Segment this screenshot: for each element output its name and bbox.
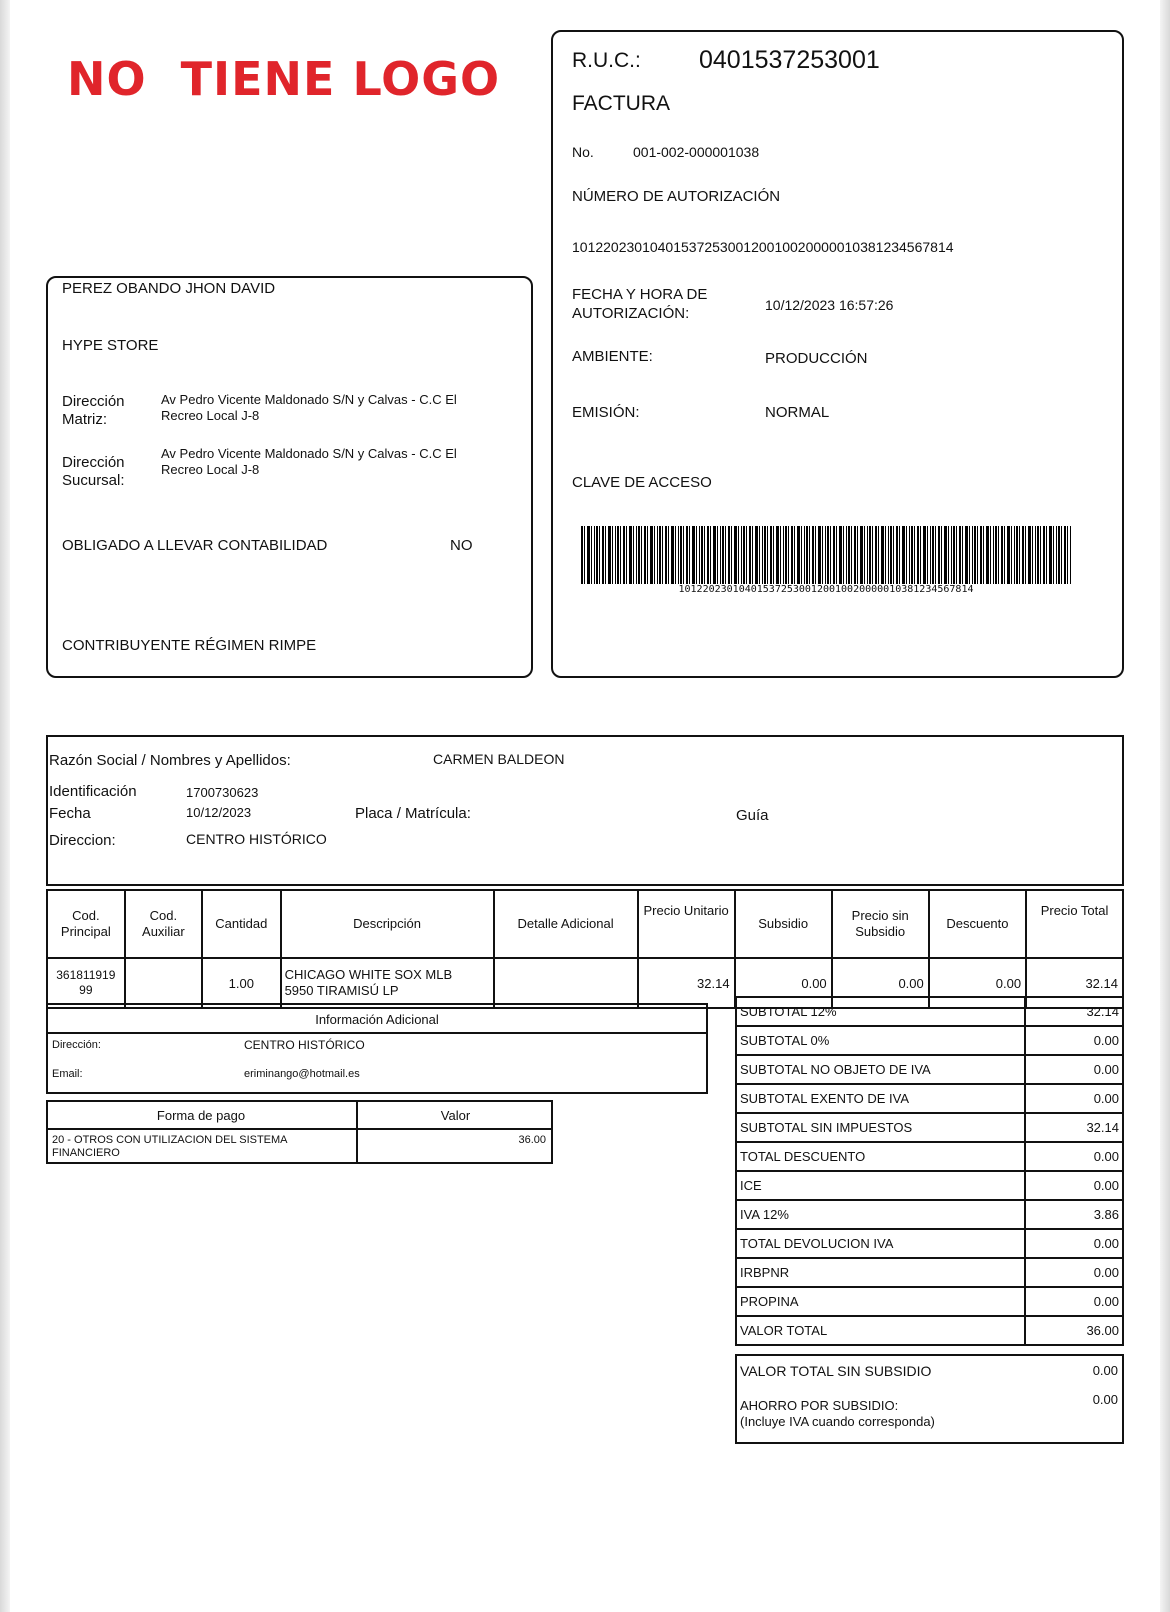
emision-value: NORMAL [765,404,830,421]
totals-label: IRBPNR [736,1258,1025,1287]
items-header-row [47,890,1123,958]
cell-cod-auxiliar [125,958,202,1008]
totals-value: 0.00 [1025,1026,1123,1055]
payment-method: 20 - OTROS CON UTILIZACION DEL SISTEMA FINANCIERO [52,1134,287,1159]
totals-label: SUBTOTAL NO OBJETO DE IVA [736,1055,1025,1084]
fecha-value: 10/12/2023 [186,805,252,820]
totals-value: 0.00 [1025,1258,1123,1287]
totals-label: SUBTOTAL SIN IMPUESTOS [736,1113,1025,1142]
issuer-name: PEREZ OBANDO JHON DAVID [62,280,276,297]
sucursal-label: Dirección Sucursal: [62,454,125,489]
totals-value: 0.00 [1025,1287,1123,1316]
totals-row [736,1084,1123,1113]
payment-method-header: Forma de pago [156,1108,246,1123]
col-cod-principal: Cod. Principal [47,890,125,958]
totals-row [736,1055,1123,1084]
ruc-value: 0401537253001 [699,46,880,74]
authorization-date-label: FECHA Y HORA DE AUTORIZACIÓN: [572,286,708,322]
items-table [46,889,1124,1009]
totals-value: 32.14 [1025,997,1123,1026]
ambiente-value: PRODUCCIÓN [765,350,868,367]
access-key-barcode [581,526,1071,584]
identificacion-label: Identificación [49,783,137,800]
totals-label: PROPINA [736,1287,1025,1316]
contabilidad-value: NO [450,537,473,554]
regimen-label: CONTRIBUYENTE RÉGIMEN RIMPE [62,637,317,654]
totals-label: IVA 12% [736,1200,1025,1229]
guia-label: Guía [736,807,769,824]
store-name: HYPE STORE [62,337,159,354]
ruc-label: R.U.C.: [572,49,641,72]
clave-acceso-label: CLAVE DE ACCESO [572,474,712,491]
totals-row [736,1026,1123,1055]
totals-row [736,1316,1123,1345]
totals-row [736,1258,1123,1287]
additional-info-divider [46,1032,708,1034]
fecha-label: Fecha [49,805,91,822]
ambiente-label: AMBIENTE: [572,348,653,365]
totals-value: 36.00 [1025,1316,1123,1345]
totals-value: 0.00 [1025,1229,1123,1258]
totals-value: 32.14 [1025,1113,1123,1142]
additional-info-direccion-value: CENTRO HISTÓRICO [244,1038,365,1052]
matriz-label: Dirección Matriz: [62,393,125,428]
col-precio-sin-subsidio: Precio sin Subsidio [832,890,929,958]
totals-row [736,1229,1123,1258]
col-cantidad: Cantidad [202,890,281,958]
emision-label: EMISIÓN: [572,404,640,421]
totals-label: SUBTOTAL EXENTO DE IVA [736,1084,1025,1113]
additional-info-email-label: Email: [52,1068,83,1080]
cell-precio-sin-subsidio: 0.00 [832,958,929,1008]
cell-precio-unitario: 32.14 [638,958,735,1008]
cell-subsidio: 0.00 [735,958,832,1008]
totals-value: 0.00 [1025,1084,1123,1113]
matriz-address: Av Pedro Vicente Maldonado S/N y Calvas - C.C El Recreo Local J-8 [161,392,457,423]
invoice-number-label: No. [572,144,594,160]
direccion-value: CENTRO HISTÓRICO [186,831,327,847]
totals-value: 0.00 [1025,1142,1123,1171]
cell-cod-principal: 361811919 99 [47,958,125,1008]
cell-precio-total: 32.14 [1026,958,1123,1008]
page-edge-left [0,0,10,1612]
additional-info-email-value: eriminango@hotmail.es [244,1068,360,1080]
document-type: FACTURA [572,92,671,115]
col-subsidio: Subsidio [735,890,832,958]
col-precio-total: Precio Total [1026,890,1123,958]
ahorro-subsidio-note: (Incluye IVA cuando corresponda) [740,1414,935,1429]
totals-label: TOTAL DEVOLUCION IVA [736,1229,1025,1258]
authorization-label: NÚMERO DE AUTORIZACIÓN [572,188,781,205]
totals-label: SUBTOTAL 12% [736,997,1025,1026]
col-descripcion: Descripción [281,890,494,958]
invoice-number: 001-002-000001038 [633,144,760,160]
totals-row [736,1113,1123,1142]
valor-sin-subsidio-value: 0.00 [1092,1363,1118,1378]
cell-detalle-adicional [494,958,638,1008]
ahorro-subsidio-label: AHORRO POR SUBSIDIO: [740,1398,899,1413]
totals-label: SUBTOTAL 0% [736,1026,1025,1055]
totals-label: TOTAL DESCUENTO [736,1142,1025,1171]
valor-sin-subsidio-label: VALOR TOTAL SIN SUBSIDIO [740,1363,932,1379]
col-precio-unitario: Precio Unitario [638,890,735,958]
payment-value-header: Valor [440,1108,471,1123]
razon-social-label: Razón Social / Nombres y Apellidos: [49,752,291,769]
totals-value: 0.00 [1025,1055,1123,1084]
direccion-label: Direccion: [49,832,116,849]
cell-descuento: 0.00 [929,958,1026,1008]
totals-row [736,1142,1123,1171]
totals-label: ICE [736,1171,1025,1200]
logo-placeholder: NO TIENE LOGO [67,52,501,106]
totals-row [736,1200,1123,1229]
col-descuento: Descuento [929,890,1026,958]
col-cod-auxiliar: Cod. Auxiliar [125,890,202,958]
cell-descripcion: CHICAGO WHITE SOX MLB 5950 TIRAMISÚ LP [281,958,494,1008]
authorization-date: 10/12/2023 16:57:26 [765,297,894,313]
totals-row [736,1171,1123,1200]
placa-label: Placa / Matrícula: [355,805,471,822]
contabilidad-label: OBLIGADO A LLEVAR CONTABILIDAD [62,537,328,554]
totals-table [735,996,1124,1346]
sucursal-address: Av Pedro Vicente Maldonado S/N y Calvas - C.C El Recreo Local J-8 [161,446,457,477]
totals-value: 3.86 [1025,1200,1123,1229]
ahorro-subsidio-value: 0.00 [1092,1392,1118,1407]
totals-label: VALOR TOTAL [736,1316,1025,1345]
authorization-number: 1012202301040153725300120010020000010381234567814 [572,239,954,255]
razon-social-value: CARMEN BALDEON [433,751,565,767]
totals-row [736,1287,1123,1316]
totals-row [736,997,1123,1026]
col-detalle-adicional: Detalle Adicional [494,890,638,958]
cell-cantidad: 1.00 [202,958,281,1008]
totals-value: 0.00 [1025,1171,1123,1200]
payment-divider-h [46,1128,553,1130]
payment-value: 36.00 [518,1134,546,1146]
page-edge-right [1160,0,1170,1612]
barcode-text: 1012202301040153725300120010020000010381234567814 [678,584,974,595]
identificacion-value: 1700730623 [186,785,259,800]
additional-info-direccion-label: Dirección: [52,1039,101,1051]
additional-info-title: Información Adicional [315,1012,439,1027]
